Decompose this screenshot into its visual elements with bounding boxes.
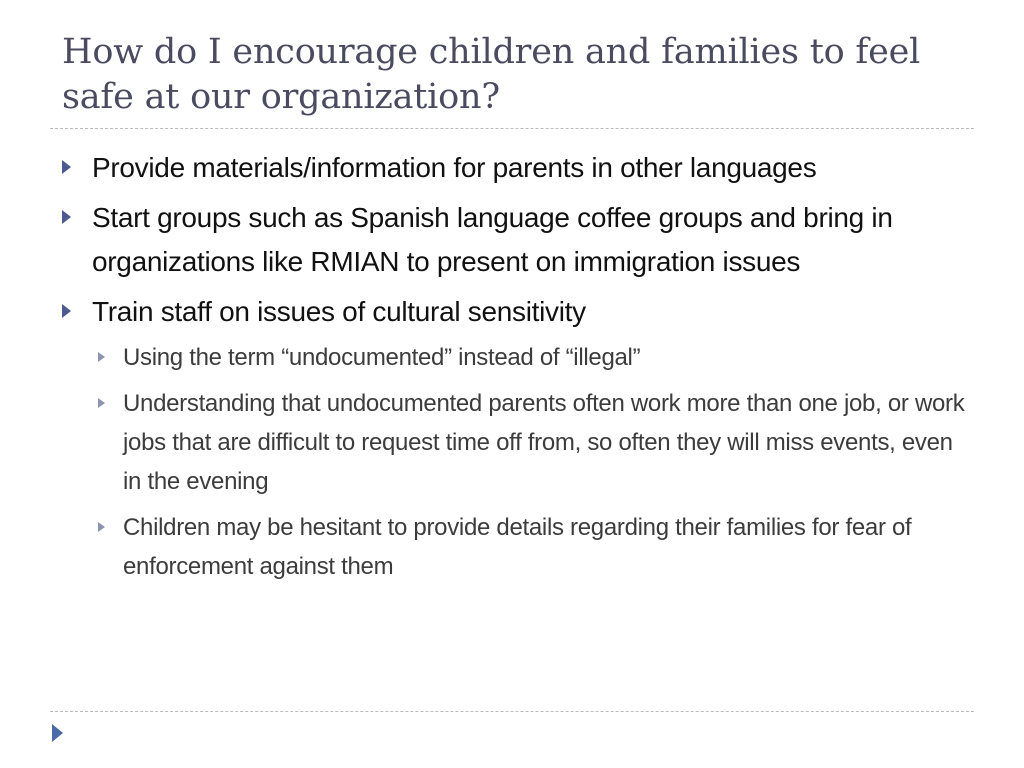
sub-bullet-list: [92, 338, 974, 586]
footer-divider: [50, 711, 974, 712]
triangle-sub-bullet-icon: [98, 352, 105, 362]
sub-bullet-item: [92, 384, 974, 501]
bullet-list: [62, 146, 974, 593]
triangle-sub-bullet-icon: [98, 522, 105, 532]
bullet-text: Train staff on issues of cultural sensitivity: [92, 296, 586, 327]
triangle-bullet-icon: [62, 210, 71, 224]
bullet-text: Provide materials/information for parents in other languages: [92, 152, 817, 183]
sub-bullet-text: Children may be hesitant to provide details regarding their families for fear of enforcement against them: [123, 514, 912, 580]
triangle-bullet-icon: [62, 304, 71, 318]
footer-triangle-icon: [52, 724, 63, 742]
bullet-item: [62, 146, 974, 190]
sub-bullet-text: Using the term “undocumented” instead of “illegal”: [123, 344, 641, 371]
bullet-item: [62, 290, 974, 586]
triangle-sub-bullet-icon: [98, 398, 105, 408]
bullet-text: Start groups such as Spanish language coffee groups and bring in organizations like RMIAN to present on immigration issues: [92, 202, 893, 277]
triangle-bullet-icon: [62, 160, 71, 174]
sub-bullet-item: [92, 338, 974, 377]
bullet-item: [62, 196, 974, 284]
sub-bullet-item: [92, 508, 974, 586]
sub-bullet-text: Understanding that undocumented parents often work more than one job, or work jobs that are difficult to request time off from, so often they will miss events, even in the evening: [123, 390, 965, 495]
slide-title: How do I encourage children and families to feel safe at our organization?: [62, 32, 921, 117]
title-divider: [50, 128, 974, 129]
